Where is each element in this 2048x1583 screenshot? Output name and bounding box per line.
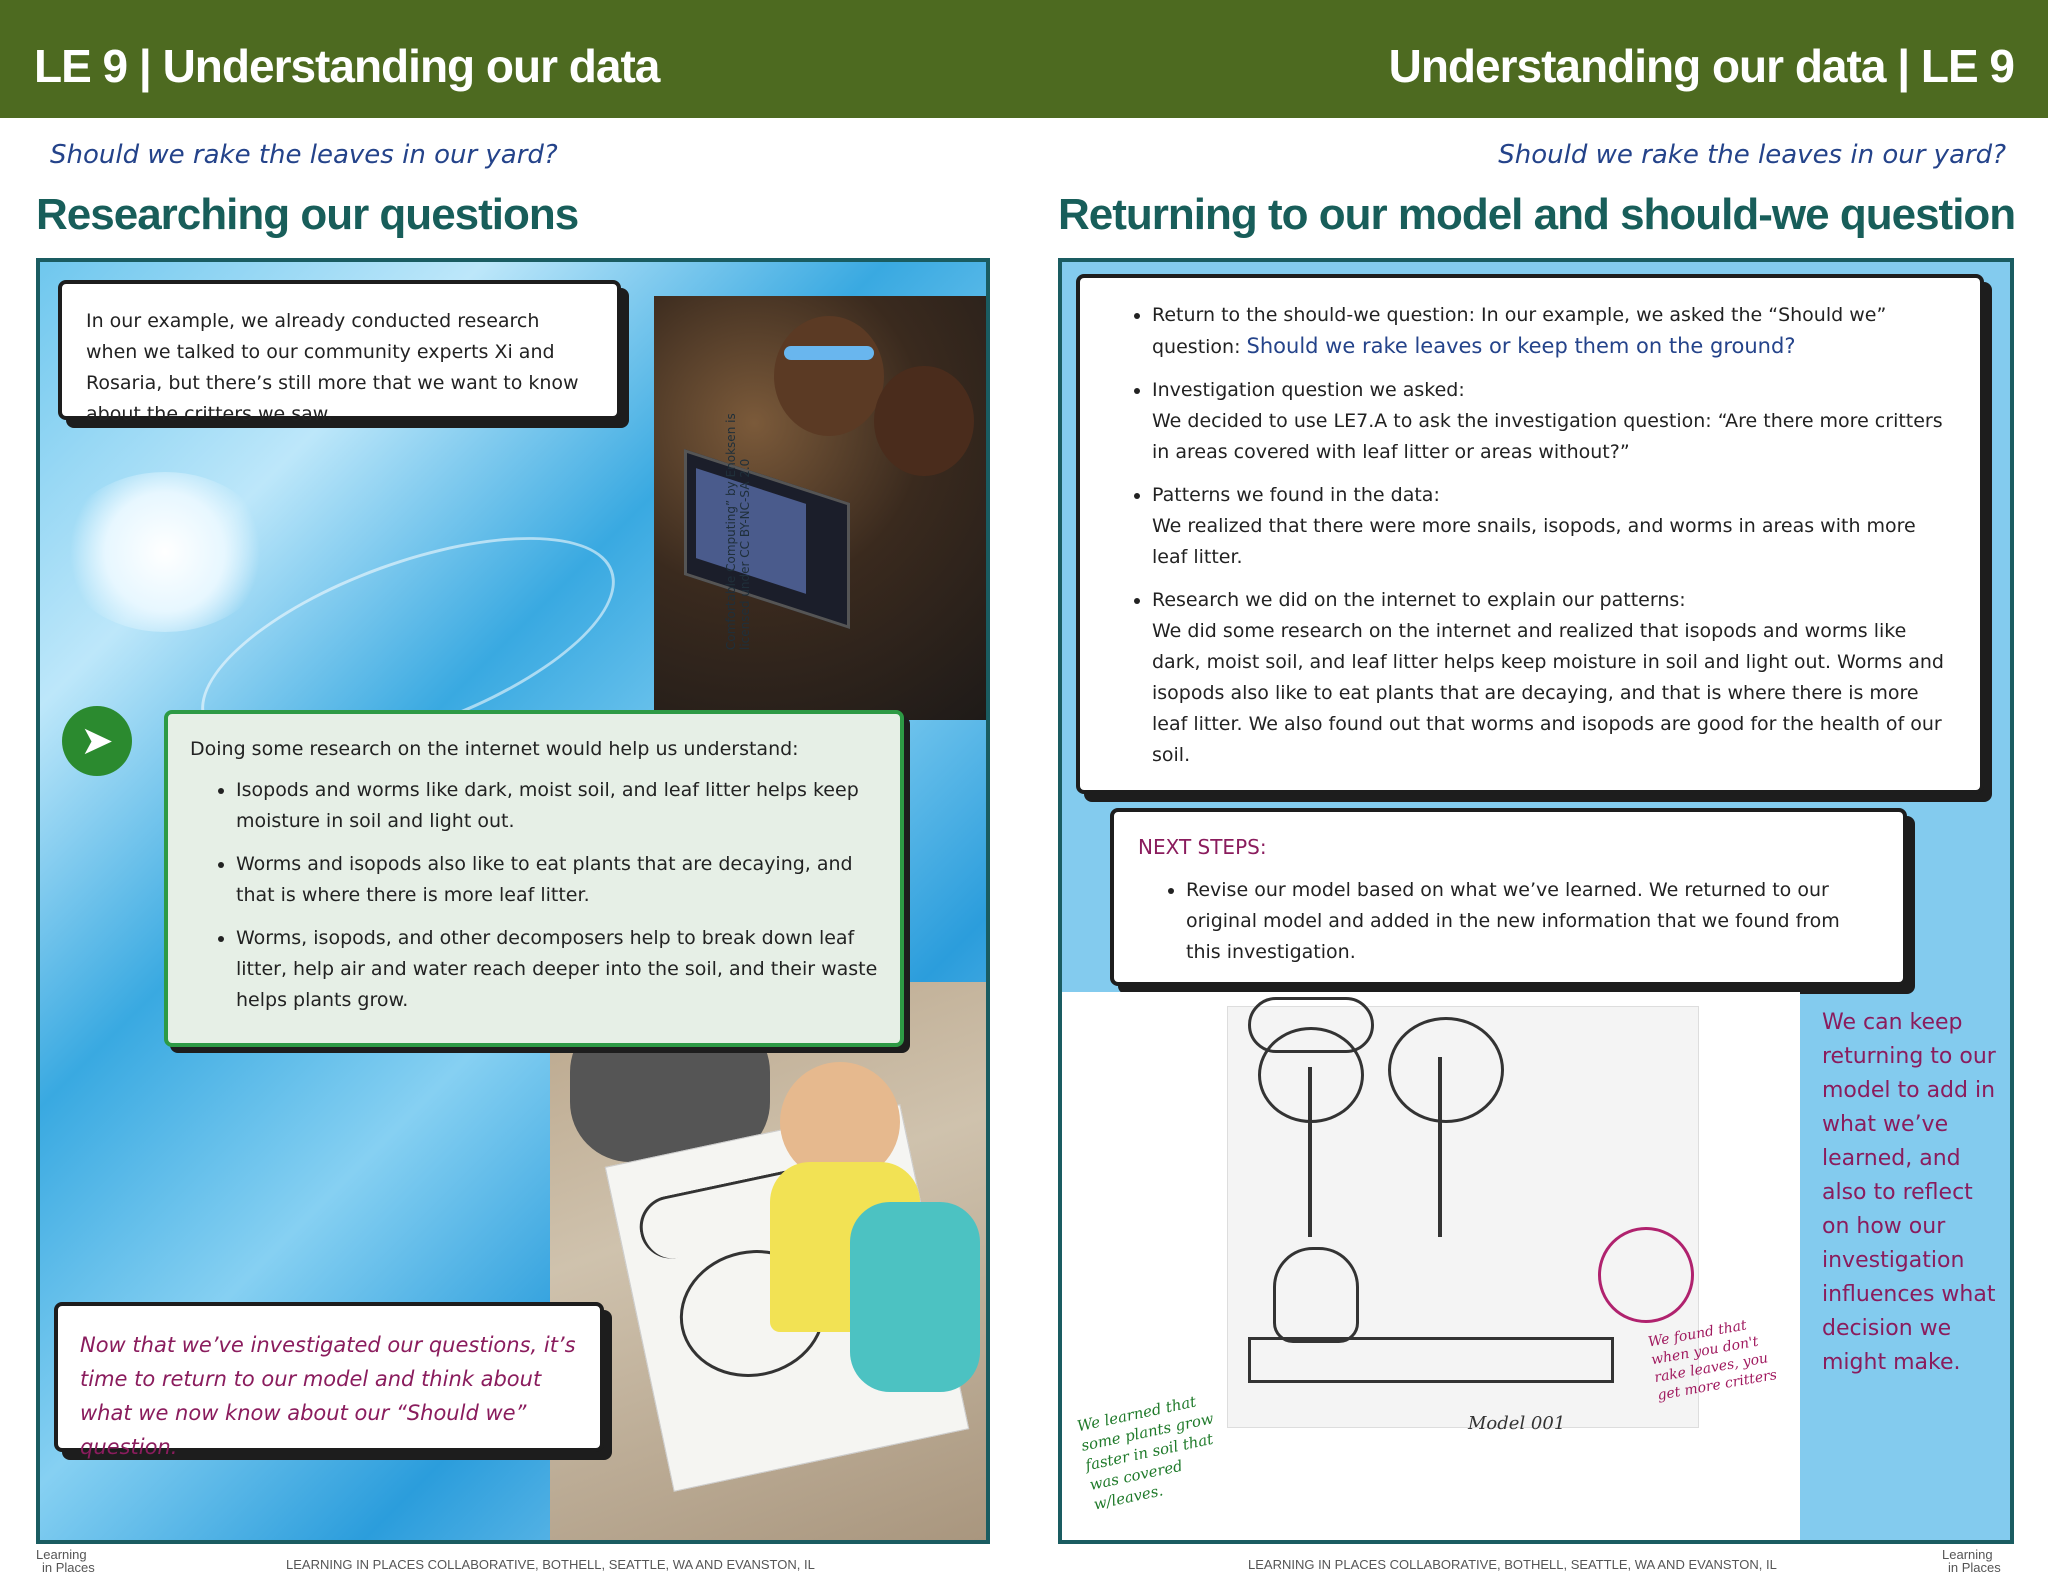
research-heading: Doing some research on the internet would help us understand: (190, 738, 799, 760)
photo-credit: Comfortable Computing” by Enoksen is licensed under CC BY-NC-SA 2.0 (724, 413, 752, 650)
logo-line: in Places (1948, 1560, 2001, 1575)
next-steps-callout (1110, 808, 1907, 986)
cursor-icon: ➤ (62, 706, 132, 776)
model-label: Model 001 (1468, 1413, 1566, 1434)
bullet-text: We realized that there were more snails, isopods, and worms in areas with more leaf litter. (1152, 515, 1916, 568)
bullet-label: • Research we did on the internet to explain our patterns: (1152, 589, 1686, 611)
bullet-label: Return to the should-we question: (1152, 304, 1475, 326)
page-header (0, 0, 2048, 118)
headband (784, 346, 874, 360)
student-model-drawing (1062, 992, 1800, 1544)
right-content-panel (1058, 258, 2014, 1544)
tree-trunk-sketch (1438, 1057, 1442, 1237)
logo-line: in Places (42, 1560, 95, 1575)
list-item (1152, 300, 1956, 363)
children-mapping-photo (550, 982, 990, 1544)
student-head (774, 316, 884, 436)
review-list (1104, 300, 1956, 771)
critter-face-sketch (1598, 1227, 1694, 1323)
learning-in-places-logo (36, 1548, 95, 1574)
planter-sketch (1248, 1337, 1614, 1383)
list-item: • Isopods and worms like dark, moist soil, and leaf litter helps keep moisture in soil and light out. (236, 775, 878, 837)
closing-text: Now that we’ve investigated our questions, it’s time to return to our model and think about what we now know about our “Should we” question. (80, 1333, 576, 1459)
left-content-panel (36, 258, 990, 1544)
learning-in-places-logo (1942, 1548, 2001, 1574)
next-steps-list (1138, 875, 1879, 968)
left-section-title: Researching our questions (36, 190, 579, 239)
list-item (1152, 480, 1956, 573)
list-item: • Worms, isopods, and other decomposers help to break down leaf litter, help air and water reach deeper into the soil, and their waste helps plants grow. (236, 923, 878, 1016)
left-guiding-question: Should we rake the leaves in our yard? (50, 140, 558, 170)
model-review-callout (1076, 274, 1984, 794)
pink-annotation: We found that when you don't rake leaves, you get more critters (1646, 1317, 1779, 1404)
model-sketch (1227, 1006, 1699, 1434)
right-footer-text: LEARNING IN PLACES COLLABORATIVE, BOTHELL, SEATTLE, WA AND EVANSTON, IL (1248, 1557, 1777, 1572)
research-callout (164, 710, 904, 1047)
should-we-question: Should we rake leaves or keep them on the ground? (1246, 334, 1796, 358)
side-note: We can keep returning to our model to add in what we’ve learned, and also to reflect on how our investigation influences what decision we might make. (1822, 1010, 1996, 1375)
logo-line: Learning (36, 1547, 87, 1562)
bullet-text: We decided to use LE7.A to ask the investigation question: “Are there more critters in areas covered with leaf litter or areas without?” (1152, 410, 1943, 463)
list-item (1152, 585, 1956, 771)
logo-line: Learning (1942, 1547, 1993, 1562)
tree-trunk-sketch (1308, 1067, 1312, 1237)
right-guiding-question: Should we rake the leaves in our yard? (1498, 140, 2006, 170)
child-teal-dress (850, 1202, 980, 1392)
leaf-background-image (60, 472, 270, 632)
list-item: • Worms and isopods also like to eat plants that are decaying, and that is where there is more leaf litter. (236, 849, 878, 911)
bullet-text: In our example, we asked the “Should we” question: (1152, 304, 1887, 358)
list-item (1152, 375, 1956, 468)
student-head (874, 366, 974, 476)
intro-text: In our example, we already conducted research when we talked to our community experts Xi and Rosaria, but there’s still more that we want to know about the critters we saw. (86, 310, 579, 425)
students-computer-photo (654, 296, 988, 720)
bullet-label: • Patterns we found in the data: (1152, 484, 1440, 506)
research-list (190, 775, 878, 1016)
intro-callout (58, 280, 621, 425)
right-section-title: Returning to our model and should-we question (1058, 190, 2016, 239)
right-page-title: Understanding our data | LE 9 (1388, 40, 2014, 92)
left-page-title: LE 9 | Understanding our data (34, 40, 660, 92)
left-footer-text: LEARNING IN PLACES COLLABORATIVE, BOTHELL, SEATTLE, WA AND EVANSTON, IL (286, 1557, 815, 1572)
bullet-text: We did some research on the internet and realized that isopods and worms like dark, moist soil, and leaf litter helps keep moisture in soil and light out. Worms and isopods also like to eat plants that are decaying, and that is where there is more leaf litter. We also found out that worms and isopods are good for the health of our soil. (1152, 620, 1944, 766)
green-annotation: We learned that some plants grow faster in soil that was covered w/leaves. (1075, 1392, 1216, 1514)
next-steps-title: NEXT STEPS: (1138, 835, 1267, 859)
tree-crown-sketch (1388, 1017, 1504, 1123)
closing-callout (54, 1302, 604, 1459)
bullet-label: • Investigation question we asked: (1152, 379, 1465, 401)
pot-sketch (1273, 1247, 1359, 1343)
list-item: • Revise our model based on what we’ve learned. We returned to our original model and added in the new information that we found from this investigation. (1186, 875, 1879, 968)
